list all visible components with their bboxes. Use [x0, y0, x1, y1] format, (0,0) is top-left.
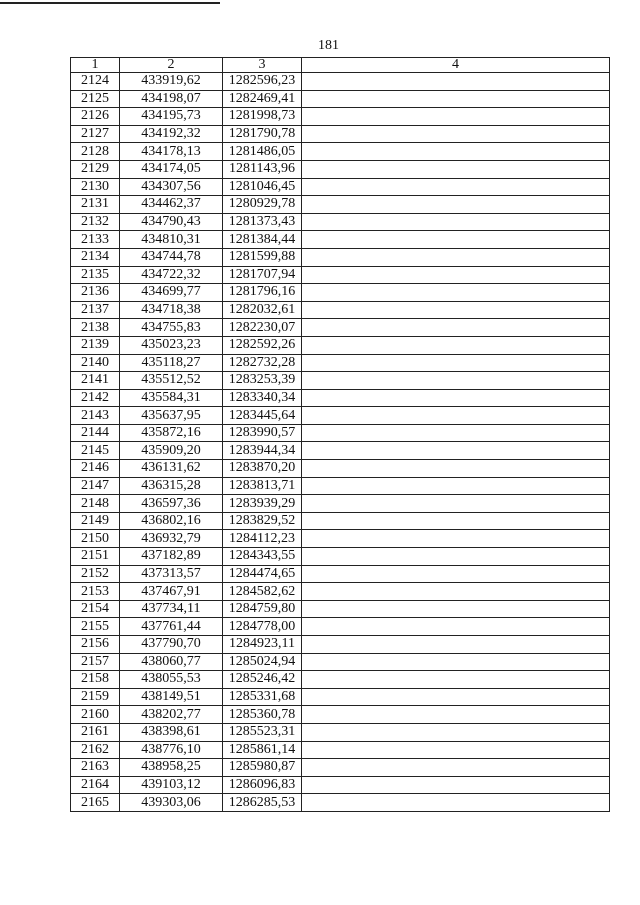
table-row: [71, 794, 610, 812]
x-coordinate-cell: 438060,77: [120, 653, 223, 671]
y-coordinate-cell: 1283990,57: [223, 424, 302, 442]
x-coordinate-cell: 434307,56: [120, 178, 223, 196]
x-coordinate-cell: 436315,28: [120, 477, 223, 495]
y-coordinate-cell: 1282592,26: [223, 336, 302, 354]
table-row: [71, 653, 610, 671]
notes-cell: [302, 477, 610, 495]
y-coordinate-cell: 1284759,80: [223, 600, 302, 618]
notes-cell: [302, 108, 610, 126]
x-coordinate-cell: 437182,89: [120, 548, 223, 566]
table-row: [71, 301, 610, 319]
y-coordinate-cell: 1281707,94: [223, 266, 302, 284]
y-coordinate-cell: 1286096,83: [223, 776, 302, 794]
x-coordinate-cell: 439303,06: [120, 794, 223, 812]
y-coordinate-cell: 1284112,23: [223, 530, 302, 548]
notes-cell: [302, 512, 610, 530]
notes-cell: [302, 530, 610, 548]
notes-cell: [302, 213, 610, 231]
table-row: [71, 248, 610, 266]
x-coordinate-cell: 438776,10: [120, 741, 223, 759]
notes-cell: [302, 319, 610, 337]
table-row: [71, 460, 610, 478]
table-row: [71, 723, 610, 741]
y-coordinate-cell: 1282230,07: [223, 319, 302, 337]
point-number-cell: 2152: [71, 565, 120, 583]
point-number-cell: 2156: [71, 636, 120, 654]
point-number-cell: 2128: [71, 143, 120, 161]
table-row: [71, 196, 610, 214]
notes-cell: [302, 688, 610, 706]
y-coordinate-cell: 1282032,61: [223, 301, 302, 319]
table-row: [71, 213, 610, 231]
x-coordinate-cell: 434699,77: [120, 284, 223, 302]
x-coordinate-cell: 436802,16: [120, 512, 223, 530]
table-row: [71, 477, 610, 495]
notes-cell: [302, 723, 610, 741]
point-number-cell: 2132: [71, 213, 120, 231]
x-coordinate-cell: 436597,36: [120, 495, 223, 513]
notes-cell: [302, 143, 610, 161]
table-row: [71, 284, 610, 302]
notes-cell: [302, 372, 610, 390]
x-coordinate-cell: 438398,61: [120, 723, 223, 741]
point-number-cell: 2148: [71, 495, 120, 513]
point-number-cell: 2133: [71, 231, 120, 249]
table-row: [71, 319, 610, 337]
y-coordinate-cell: 1281790,78: [223, 125, 302, 143]
notes-cell: [302, 196, 610, 214]
table-row: [71, 618, 610, 636]
notes-cell: [302, 90, 610, 108]
point-number-cell: 2135: [71, 266, 120, 284]
column-header-2: 2: [120, 58, 223, 73]
table-row: [71, 125, 610, 143]
table-row: [71, 407, 610, 425]
y-coordinate-cell: 1283939,29: [223, 495, 302, 513]
notes-cell: [302, 583, 610, 601]
y-coordinate-cell: 1282596,23: [223, 73, 302, 91]
point-number-cell: 2138: [71, 319, 120, 337]
point-number-cell: 2134: [71, 248, 120, 266]
table-row: [71, 530, 610, 548]
notes-cell: [302, 600, 610, 618]
notes-cell: [302, 73, 610, 91]
x-coordinate-cell: 435909,20: [120, 442, 223, 460]
table-row: [71, 354, 610, 372]
x-coordinate-cell: 434198,07: [120, 90, 223, 108]
notes-cell: [302, 407, 610, 425]
point-number-cell: 2150: [71, 530, 120, 548]
x-coordinate-cell: 438055,53: [120, 671, 223, 689]
x-coordinate-cell: 437790,70: [120, 636, 223, 654]
y-coordinate-cell: 1285360,78: [223, 706, 302, 724]
point-number-cell: 2127: [71, 125, 120, 143]
y-coordinate-cell: 1283445,64: [223, 407, 302, 425]
table-row: [71, 73, 610, 91]
y-coordinate-cell: 1284474,65: [223, 565, 302, 583]
x-coordinate-cell: 434722,32: [120, 266, 223, 284]
table-row: [71, 372, 610, 390]
table-row: [71, 671, 610, 689]
table-row: [71, 636, 610, 654]
point-number-cell: 2162: [71, 741, 120, 759]
table-row: [71, 178, 610, 196]
point-number-cell: 2160: [71, 706, 120, 724]
y-coordinate-cell: 1283870,20: [223, 460, 302, 478]
column-header-3: 3: [223, 58, 302, 73]
y-coordinate-cell: 1281143,96: [223, 160, 302, 178]
table-row: [71, 706, 610, 724]
x-coordinate-cell: 434192,32: [120, 125, 223, 143]
y-coordinate-cell: 1283340,34: [223, 389, 302, 407]
notes-cell: [302, 354, 610, 372]
point-number-cell: 2124: [71, 73, 120, 91]
table-row: [71, 108, 610, 126]
y-coordinate-cell: 1283813,71: [223, 477, 302, 495]
notes-cell: [302, 231, 610, 249]
x-coordinate-cell: 438202,77: [120, 706, 223, 724]
point-number-cell: 2154: [71, 600, 120, 618]
notes-cell: [302, 442, 610, 460]
y-coordinate-cell: 1283944,34: [223, 442, 302, 460]
notes-cell: [302, 653, 610, 671]
page-number: 181: [318, 38, 339, 53]
point-number-cell: 2149: [71, 512, 120, 530]
table-row: [71, 90, 610, 108]
point-number-cell: 2125: [71, 90, 120, 108]
notes-cell: [302, 160, 610, 178]
notes-cell: [302, 794, 610, 812]
point-number-cell: 2130: [71, 178, 120, 196]
point-number-cell: 2161: [71, 723, 120, 741]
point-number-cell: 2142: [71, 389, 120, 407]
column-header-4: 4: [302, 58, 610, 73]
x-coordinate-cell: 434178,13: [120, 143, 223, 161]
notes-cell: [302, 178, 610, 196]
y-coordinate-cell: 1284778,00: [223, 618, 302, 636]
x-coordinate-cell: 435637,95: [120, 407, 223, 425]
notes-cell: [302, 548, 610, 566]
table-row: [71, 266, 610, 284]
table-row: [71, 389, 610, 407]
table-row: [71, 600, 610, 618]
y-coordinate-cell: 1281796,16: [223, 284, 302, 302]
y-coordinate-cell: 1282732,28: [223, 354, 302, 372]
table-row: [71, 143, 610, 161]
point-number-cell: 2147: [71, 477, 120, 495]
x-coordinate-cell: 434718,38: [120, 301, 223, 319]
point-number-cell: 2155: [71, 618, 120, 636]
notes-cell: [302, 301, 610, 319]
y-coordinate-cell: 1285246,42: [223, 671, 302, 689]
y-coordinate-cell: 1285523,31: [223, 723, 302, 741]
y-coordinate-cell: 1285024,94: [223, 653, 302, 671]
notes-cell: [302, 284, 610, 302]
point-number-cell: 2165: [71, 794, 120, 812]
table-row: [71, 512, 610, 530]
y-coordinate-cell: 1285980,87: [223, 759, 302, 777]
table-row: [71, 759, 610, 777]
point-number-cell: 2129: [71, 160, 120, 178]
y-coordinate-cell: 1283829,52: [223, 512, 302, 530]
point-number-cell: 2158: [71, 671, 120, 689]
table-row: [71, 565, 610, 583]
point-number-cell: 2159: [71, 688, 120, 706]
table-row: [71, 776, 610, 794]
table-row: [71, 495, 610, 513]
point-number-cell: 2140: [71, 354, 120, 372]
notes-cell: [302, 125, 610, 143]
table-row: [71, 548, 610, 566]
table-row: [71, 688, 610, 706]
x-coordinate-cell: 434462,37: [120, 196, 223, 214]
point-number-cell: 2136: [71, 284, 120, 302]
header-row: [71, 58, 610, 73]
point-number-cell: 2141: [71, 372, 120, 390]
notes-cell: [302, 636, 610, 654]
notes-cell: [302, 671, 610, 689]
coordinates-table: [70, 57, 610, 812]
x-coordinate-cell: 437313,57: [120, 565, 223, 583]
table-row: [71, 442, 610, 460]
point-number-cell: 2144: [71, 424, 120, 442]
point-number-cell: 2157: [71, 653, 120, 671]
notes-cell: [302, 248, 610, 266]
y-coordinate-cell: 1281486,05: [223, 143, 302, 161]
notes-cell: [302, 495, 610, 513]
x-coordinate-cell: 434810,31: [120, 231, 223, 249]
table-row: [71, 424, 610, 442]
notes-cell: [302, 618, 610, 636]
y-coordinate-cell: 1281998,73: [223, 108, 302, 126]
notes-cell: [302, 741, 610, 759]
x-coordinate-cell: 435584,31: [120, 389, 223, 407]
notes-cell: [302, 706, 610, 724]
table-row: [71, 336, 610, 354]
notes-cell: [302, 776, 610, 794]
y-coordinate-cell: 1284582,62: [223, 583, 302, 601]
y-coordinate-cell: 1281384,44: [223, 231, 302, 249]
x-coordinate-cell: 435872,16: [120, 424, 223, 442]
x-coordinate-cell: 435023,23: [120, 336, 223, 354]
y-coordinate-cell: 1283253,39: [223, 372, 302, 390]
x-coordinate-cell: 437734,11: [120, 600, 223, 618]
y-coordinate-cell: 1280929,78: [223, 196, 302, 214]
y-coordinate-cell: 1286285,53: [223, 794, 302, 812]
x-coordinate-cell: 438958,25: [120, 759, 223, 777]
table-row: [71, 231, 610, 249]
y-coordinate-cell: 1284343,55: [223, 548, 302, 566]
x-coordinate-cell: 436932,79: [120, 530, 223, 548]
point-number-cell: 2145: [71, 442, 120, 460]
point-number-cell: 2143: [71, 407, 120, 425]
y-coordinate-cell: 1281599,88: [223, 248, 302, 266]
point-number-cell: 2153: [71, 583, 120, 601]
x-coordinate-cell: 435512,52: [120, 372, 223, 390]
x-coordinate-cell: 435118,27: [120, 354, 223, 372]
x-coordinate-cell: 434790,43: [120, 213, 223, 231]
table-body: [71, 73, 610, 812]
point-number-cell: 2151: [71, 548, 120, 566]
point-number-cell: 2164: [71, 776, 120, 794]
y-coordinate-cell: 1285861,14: [223, 741, 302, 759]
x-coordinate-cell: 438149,51: [120, 688, 223, 706]
y-coordinate-cell: 1284923,11: [223, 636, 302, 654]
point-number-cell: 2163: [71, 759, 120, 777]
x-coordinate-cell: 434195,73: [120, 108, 223, 126]
y-coordinate-cell: 1282469,41: [223, 90, 302, 108]
point-number-cell: 2131: [71, 196, 120, 214]
top-rule: [0, 2, 220, 4]
x-coordinate-cell: 437467,91: [120, 583, 223, 601]
y-coordinate-cell: 1281373,43: [223, 213, 302, 231]
point-number-cell: 2146: [71, 460, 120, 478]
y-coordinate-cell: 1281046,45: [223, 178, 302, 196]
point-number-cell: 2139: [71, 336, 120, 354]
x-coordinate-cell: 434755,83: [120, 319, 223, 337]
table-row: [71, 583, 610, 601]
x-coordinate-cell: 434744,78: [120, 248, 223, 266]
notes-cell: [302, 424, 610, 442]
notes-cell: [302, 460, 610, 478]
notes-cell: [302, 565, 610, 583]
notes-cell: [302, 389, 610, 407]
column-header-1: 1: [71, 58, 120, 73]
notes-cell: [302, 759, 610, 777]
table-row: [71, 741, 610, 759]
point-number-cell: 2126: [71, 108, 120, 126]
y-coordinate-cell: 1285331,68: [223, 688, 302, 706]
x-coordinate-cell: 436131,62: [120, 460, 223, 478]
x-coordinate-cell: 439103,12: [120, 776, 223, 794]
x-coordinate-cell: 437761,44: [120, 618, 223, 636]
x-coordinate-cell: 433919,62: [120, 73, 223, 91]
notes-cell: [302, 336, 610, 354]
notes-cell: [302, 266, 610, 284]
point-number-cell: 2137: [71, 301, 120, 319]
table-row: [71, 160, 610, 178]
x-coordinate-cell: 434174,05: [120, 160, 223, 178]
